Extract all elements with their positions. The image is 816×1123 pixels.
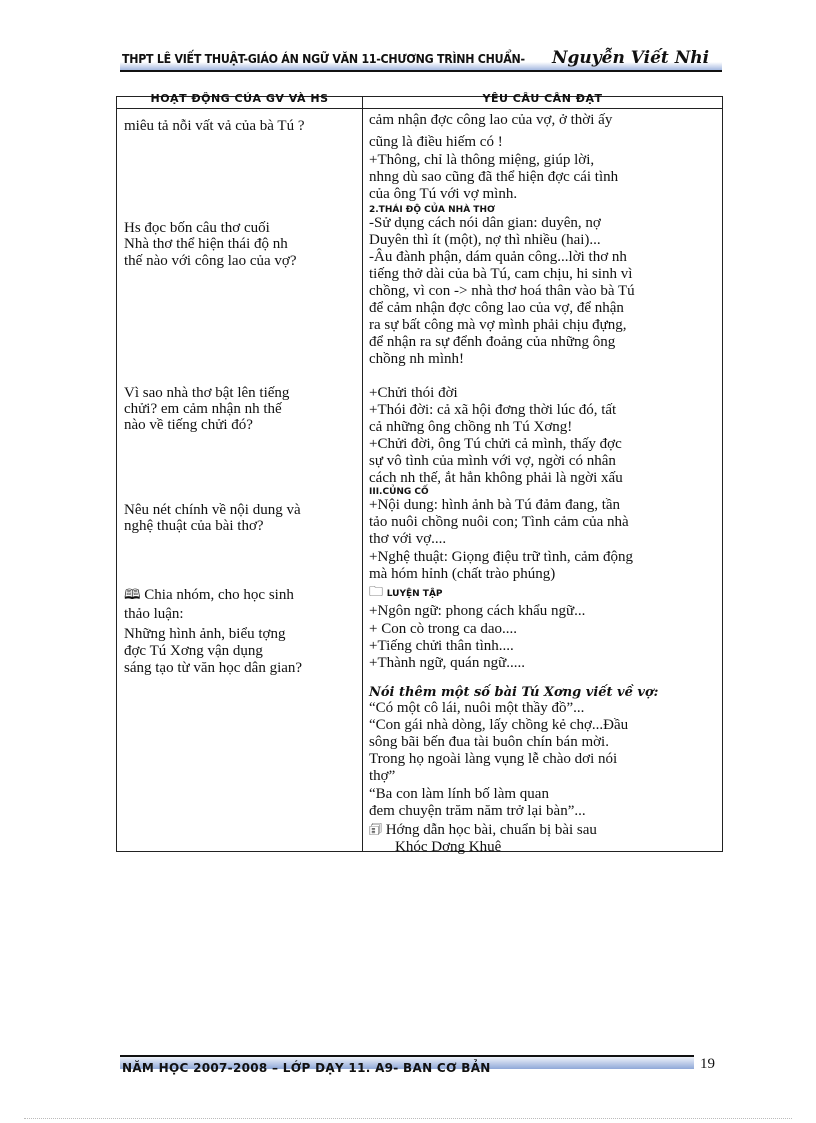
- right-line: ra sự bất công mà vợ mình phải chịu đựng,: [369, 317, 627, 333]
- right-line: “Ba con làm lính bố làm quan: [369, 786, 549, 802]
- col-header-requirements: YÊU CẦU CẦN ĐẠT: [482, 92, 603, 105]
- right-line: nhng dù sao cũng đã thể hiện đợc cái tình: [369, 169, 619, 185]
- right-line: thợ”: [369, 768, 396, 784]
- footer-rule: [120, 1055, 694, 1057]
- right-line: để nhận ra sự đểnh đoảng của những ông: [369, 334, 616, 350]
- left-line: Chia nhóm, cho học sinh: [144, 587, 294, 603]
- right-line: “Có một cô lái, nuôi một thầy đồ”...: [369, 700, 585, 716]
- left-line: Nhà thơ thể hiện thái độ nh: [124, 236, 288, 252]
- left-line: nào về tiếng chửi đó?: [124, 417, 253, 433]
- right-line: tiếng thở dài của bà Tú, cam chịu, hi sinh vì: [369, 266, 633, 282]
- right-line: Khóc Dơng Khuê: [395, 839, 502, 855]
- left-line: sáng tạo từ văn học dân gian?: [124, 660, 303, 676]
- page-footer: [120, 1055, 694, 1077]
- page-number: 19: [700, 1056, 715, 1072]
- right-line: sông bãi bến đua tài buôn chín bán mời.: [369, 734, 609, 750]
- left-line: Những hình ảnh, biểu tợng: [124, 626, 286, 642]
- column-divider: [362, 97, 363, 851]
- left-line: miêu tả nỗi vất vả của bà Tú ?: [124, 118, 305, 134]
- left-line-group-task: [124, 587, 294, 603]
- section-heading-consolidation: III.CỦNG CỐ: [369, 487, 429, 497]
- left-line: nghệ thuật của bài thơ?: [124, 518, 264, 534]
- right-line: mà hóm hỉnh (chất trào phúng): [369, 566, 556, 582]
- right-line: tảo nuôi chồng nuôi con; Tình cảm của nhà: [369, 514, 629, 530]
- right-line: thơ với vợ....: [369, 531, 447, 547]
- right-line: Hớng dẫn học bài, chuẩn bị bài sau: [385, 822, 597, 838]
- right-line: + Con cò trong ca dao....: [369, 621, 518, 637]
- header-rule: [120, 70, 722, 72]
- right-line: +Thành ngữ, quán ngữ.....: [369, 655, 525, 671]
- left-line: Vì sao nhà thơ bật lên tiếng: [124, 385, 290, 401]
- homework-row: [369, 822, 597, 838]
- right-line: để cảm nhận đợc công lao của vợ, để nhận: [369, 300, 624, 316]
- footer-text: NĂM HỌC 2007-2008 – LỚP DẠY 11. A9- BAN CƠ BẢN: [122, 1061, 491, 1075]
- right-line: +Thói đời: cả xã hội đơng thời lúc đó, tất: [369, 402, 617, 418]
- header-row-divider: [117, 108, 722, 109]
- right-line: chồng, vì con -> nhà thơ hoá thân vào bà Tú: [369, 283, 635, 299]
- right-line: -Sử dụng cách nói dân gian: duyên, nợ: [369, 215, 601, 231]
- left-line: thảo luận:: [124, 606, 184, 622]
- right-line: Duyên thì ít (một), nợ thì nhiều (hai)...: [369, 232, 601, 248]
- right-line: +Thông, chỉ là thông miệng, giúp lời,: [369, 152, 595, 168]
- right-line: đem chuyện trăm năm trở lại bàn”...: [369, 803, 586, 819]
- right-line: “Con gái nhà dòng, lấy chồng kẻ chợ...Đầu: [369, 717, 629, 733]
- section-heading-practice: LUYỆN TẬP: [386, 589, 443, 599]
- right-line: chồng nh mình!: [369, 351, 464, 367]
- notes-icon: 🗊: [369, 822, 382, 838]
- right-line: +Chửi thói đời: [369, 385, 458, 401]
- right-line: cách nh thế, ắt hẳn không phải là ngời xấu: [369, 470, 623, 486]
- book-icon: 🕮: [124, 587, 141, 603]
- col-header-activities: HOẠT ĐỘNG CỦA GV VÀ HS: [150, 92, 329, 105]
- right-line: cũng là điều hiếm có !: [369, 134, 503, 150]
- left-line: Hs đọc bốn câu thơ cuối: [124, 220, 270, 236]
- extra-poems-heading: Nói thêm một số bài Tú Xơng viết về vợ:: [369, 685, 659, 700]
- right-line: -Âu đành phận, dám quản công...lời thơ nh: [369, 249, 627, 265]
- header-title: THPT LÊ VIẾT THUẬT-GIÁO ÁN NGỮ VĂN 11-CHƯƠNG TRÌNH CHUẨN-: [122, 52, 525, 66]
- right-line: +Nghệ thuật: Giọng điệu trữ tình, cảm động: [369, 549, 634, 565]
- header-author: Nguyễn Viết Nhi: [552, 48, 710, 68]
- right-line: của ông Tú với vợ mình.: [369, 186, 518, 202]
- right-line: Trong họ ngoài làng vụng lễ chào dơi nói: [369, 751, 618, 767]
- right-line: +Ngôn ngữ: phong cách khẩu ngữ...: [369, 603, 586, 619]
- right-line: +Nội dung: hình ảnh bà Tú đảm đang, tần: [369, 497, 621, 513]
- folder-icon: 🗀: [369, 584, 383, 600]
- right-line: +Tiếng chửi thân tình....: [369, 638, 514, 654]
- right-line: sự vô tình của mình với vợ, ngời có nhân: [369, 453, 616, 469]
- page-bottom-dotted-line: [24, 1118, 792, 1119]
- page-header: [120, 48, 722, 72]
- left-line: Nêu nét chính về nội dung và: [124, 502, 301, 518]
- right-line: cả những ông chồng nh Tú Xơng!: [369, 419, 573, 435]
- left-line: đợc Tú Xơng vận dụng: [124, 643, 263, 659]
- section-heading-attitude: 2.THÁI ĐỘ CỦA NHÀ THƠ: [369, 205, 495, 215]
- right-line: +Chửi đời, ông Tú chửi cả mình, thấy đợc: [369, 436, 622, 452]
- left-line: thế nào với công lao của vợ?: [124, 253, 297, 269]
- practice-heading-row: [369, 584, 443, 600]
- right-line: cảm nhận đợc công lao của vợ, ở thời ấy: [369, 112, 613, 128]
- left-line: chửi? em cảm nhận nh thế: [124, 401, 282, 417]
